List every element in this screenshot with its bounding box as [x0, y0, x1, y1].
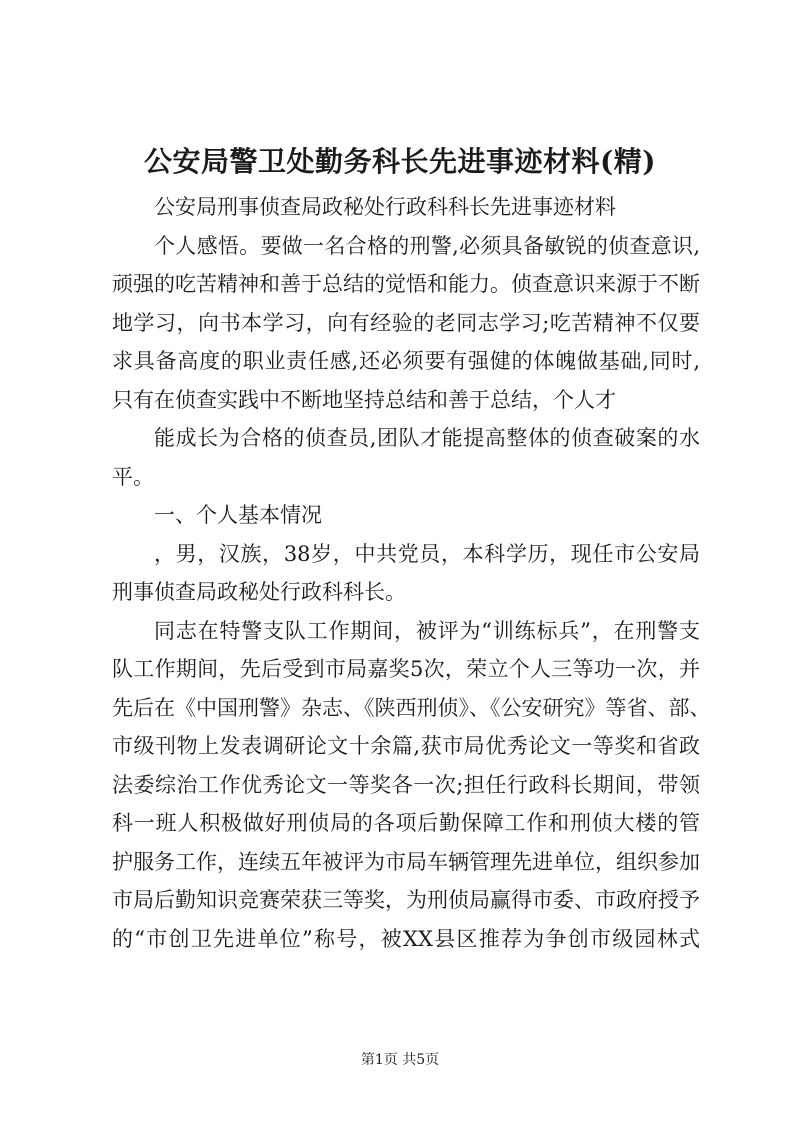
section-heading: 一、个人基本情况	[154, 503, 322, 527]
paragraph-line: 求具备高度的职业责任感,还必须要有强健的体魄做基础,同时,	[112, 349, 700, 373]
paragraph-line: 的“市创卫先进单位”称号，被XX县区推荐为争创市级园林式	[112, 926, 700, 951]
paragraph-line: 护服务工作，连续五年被评为市局车辆管理先进单位，组织参加	[112, 849, 700, 874]
paragraph-line: ，男，汉族，38岁，中共党员，本科学历，现任市公安局	[154, 541, 700, 566]
page-number-footer: 第1页 共5页	[360, 1052, 440, 1068]
paragraph-line: 个人感悟。要做一名合格的刑警,必须具备敏锐的侦查意识,	[154, 233, 700, 258]
paragraph-line: 先后在《中国刑警》杂志、《陕西刑侦》、《公安研究》等省、部、	[112, 695, 711, 720]
paragraph-line: 刑事侦查局政秘处行政科科长。	[112, 580, 406, 604]
paragraph-line: 市局后勤知识竞赛荣获三等奖，为刑侦局赢得市委、市政府授予	[112, 888, 700, 912]
paragraph-line: 法委综治工作优秀论文一等奖各一次;担任行政科长期间，带领	[112, 772, 700, 797]
paragraph-line: 同志在特警支队工作期间，被评为“训练标兵”，在刑警支	[154, 618, 700, 643]
paragraph-line: 科一班人积极做好刑侦局的各项后勤保障工作和刑侦大楼的管	[112, 811, 700, 835]
paragraph-line: 只有在侦查实践中不断地坚持总结和善于总结，个人才	[112, 387, 616, 412]
paragraph-line: 地学习，向书本学习，向有经验的老同志学习;吃苦精神不仅要	[112, 310, 700, 335]
paragraph-line: 顽强的吃苦精神和善于总结的觉悟和能力。侦查意识来源于不断	[112, 272, 700, 296]
paragraph-line: 能成长为合格的侦查员,团队才能提高整体的侦查破案的水	[154, 426, 700, 450]
document-title: 公安局警卫处勤务科长先进事迹材料(精)	[144, 145, 656, 178]
document-body	[112, 188, 711, 958]
paragraph-line: 市级刊物上发表调研论文十余篇,获市局优秀论文一等奖和省政	[112, 734, 700, 758]
subtitle-line: 公安局刑事侦查局政秘处行政科科长先进事迹材料	[154, 195, 616, 219]
paragraph-line: 队工作期间，先后受到市局嘉奖5次，荣立个人三等功一次，并	[112, 657, 700, 681]
paragraph-line: 平。	[112, 464, 154, 489]
